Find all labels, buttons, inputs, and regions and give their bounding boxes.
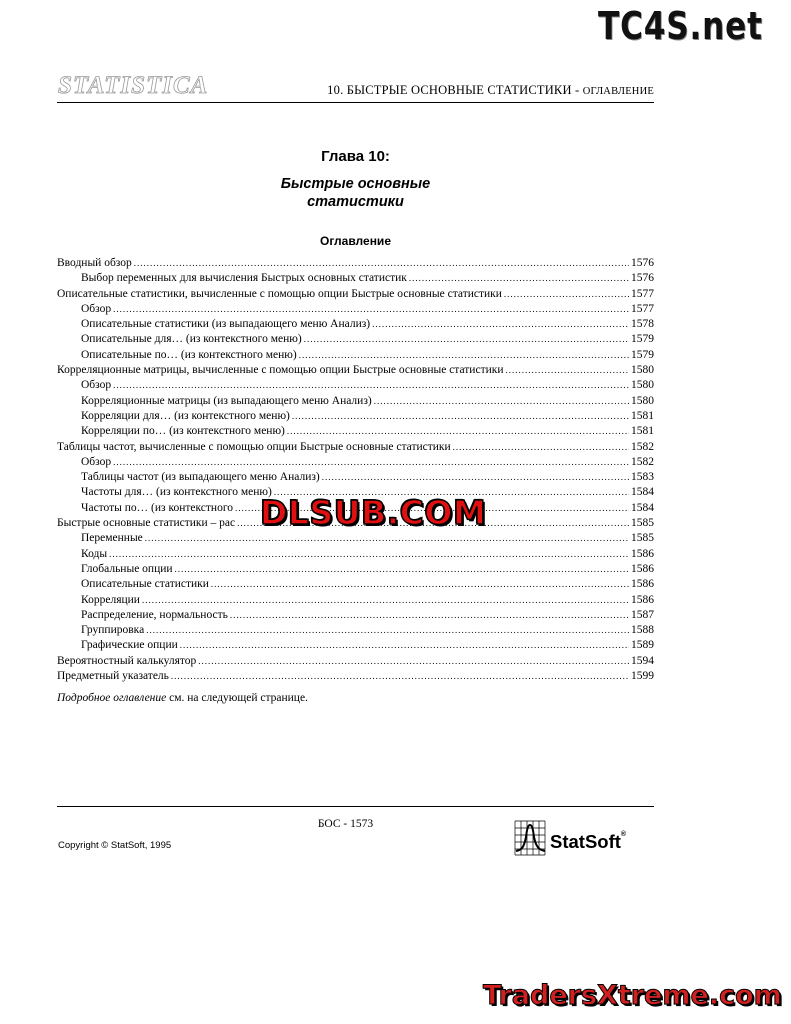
toc-entry-page: 1587	[631, 608, 654, 621]
toc-entry-title: Глобальные опции	[81, 562, 173, 575]
toc-entry-title: Обзор	[81, 379, 112, 392]
toc-leader-dots	[180, 640, 629, 650]
toc-entry	[57, 609, 654, 624]
toc-entry-page: 1585	[631, 517, 654, 530]
toc-entry-title: Корреляции по… (из контекстного меню)	[81, 425, 285, 438]
chapter-title-line1: Быстрые основные	[280, 176, 431, 192]
toc-entry	[57, 624, 654, 639]
toc-leader-dots	[175, 564, 629, 574]
toc-entry	[57, 655, 654, 670]
toc-entry	[57, 318, 654, 333]
toc-entry	[57, 364, 654, 379]
toc-entry	[57, 578, 654, 593]
toc-entry	[57, 456, 654, 471]
toc-leader-dots	[372, 319, 629, 329]
toc-leader-dots	[198, 656, 629, 666]
statsoft-wordmark	[550, 831, 626, 853]
toc-leader-dots	[113, 457, 629, 467]
toc-entry-title: Выбор переменных для вычисления Быстрых основных статистик	[81, 272, 407, 285]
toc-leader-dots	[211, 579, 629, 589]
watermark-tradersxtreme: TradersXtreme.com	[483, 980, 782, 1011]
toc-entry	[57, 471, 654, 486]
toc-leader-dots	[322, 472, 629, 482]
toc-note	[57, 692, 308, 704]
statsoft-name: StatSoft	[550, 831, 621, 852]
toc-entry-title: Корреляционные матрицы (из выпадающего меню Анализ)	[81, 394, 372, 407]
toc-entry-title: Графические опции	[81, 639, 178, 652]
toc-entry	[57, 395, 654, 410]
toc-entry-page: 1586	[631, 547, 654, 560]
header-subtitle: ОГЛАВЛЕНИЕ	[582, 86, 654, 97]
toc-entry	[57, 548, 654, 563]
toc-entry	[57, 639, 654, 654]
header-title	[327, 83, 654, 98]
toc-entry-title: Частоты по… (из контекстного	[81, 501, 234, 514]
toc-entry-page: 1599	[631, 670, 654, 683]
toc-entry-title: Переменные	[81, 532, 143, 545]
toc-entry-page: 1585	[631, 532, 654, 545]
chapter-title	[57, 175, 654, 211]
toc-entry-page: 1580	[631, 394, 654, 407]
toc-entry-page: 1580	[631, 364, 654, 377]
toc-entry-title: Описательные для… (из контекстного меню)	[81, 333, 302, 346]
header-title-main: 10. БЫСТРЫЕ ОСНОВНЫЕ СТАТИСТИКИ -	[327, 83, 583, 97]
toc-entry	[57, 379, 654, 394]
header-rule	[57, 102, 654, 103]
toc-leader-dots	[506, 365, 630, 375]
toc-entry-page: 1582	[631, 455, 654, 468]
toc-leader-dots	[145, 533, 629, 543]
toc-entry-page: 1577	[631, 302, 654, 315]
toc-leader-dots	[109, 549, 629, 559]
toc-heading: Оглавление	[320, 234, 391, 248]
toc-entry-page: 1586	[631, 578, 654, 591]
toc-entry-title: Описательные статистики	[81, 578, 209, 591]
watermark-dlsub: DLSUB.COM	[260, 493, 487, 532]
toc-entry-page: 1577	[631, 287, 654, 300]
footer-rule	[57, 806, 654, 807]
toc-entry	[57, 441, 654, 456]
watermark-tc4s: TC4S.net	[598, 4, 763, 48]
toc-entry-page: 1578	[631, 318, 654, 331]
copyright: Copyright © StatSoft, 1995	[58, 840, 172, 851]
statsoft-registered-mark: ®	[620, 831, 627, 838]
toc-leader-dots	[504, 289, 629, 299]
toc-entry-page: 1584	[631, 486, 654, 499]
toc-entry-title: Группировка	[81, 624, 145, 637]
toc-leader-dots	[299, 350, 629, 360]
toc-leader-dots	[409, 273, 629, 283]
toc-entry	[57, 257, 654, 272]
chapter-number: Глава 10:	[321, 148, 390, 165]
toc-leader-dots	[146, 625, 629, 635]
toc-leader-dots	[304, 334, 629, 344]
toc-entry-page: 1576	[631, 272, 654, 285]
toc-entry-page: 1586	[631, 562, 654, 575]
toc-entry-title: Быстрые основные статистики – рас	[57, 517, 236, 530]
toc-entry	[57, 532, 654, 547]
statsoft-logo	[514, 819, 654, 857]
toc-entry-title: Корреляционные матрицы, вычисленные с помощью опции Быстрые основные статистики	[57, 364, 504, 377]
toc-entry-title: Вероятностный калькулятор	[57, 654, 197, 667]
toc-leader-dots	[230, 610, 629, 620]
toc-entry-title: Предметный указатель	[57, 670, 169, 683]
toc-leader-dots	[287, 426, 629, 436]
toc-entry-title: Описательные по… (из контекстного меню)	[81, 348, 297, 361]
toc-entry-page: 1581	[631, 425, 654, 438]
statsoft-chart-icon	[514, 819, 548, 857]
toc-entry-page: 1589	[631, 639, 654, 652]
toc-entry-title: Описательные статистики, вычисленные с помощью опции Быстрые основные статистики	[57, 287, 502, 300]
toc-entry-page: 1581	[631, 409, 654, 422]
toc-entry-page: 1580	[631, 379, 654, 392]
page-header	[57, 72, 654, 102]
toc-leader-dots	[171, 671, 629, 681]
chapter-title-line2: статистики	[307, 194, 404, 210]
toc-entry	[57, 288, 654, 303]
toc-entry-title: Обзор	[81, 302, 112, 315]
statistica-logo: STATISTICA	[58, 72, 209, 99]
toc-leader-dots	[113, 380, 629, 390]
toc-entry-page: 1579	[631, 333, 654, 346]
toc-entry-title: Коды	[81, 547, 108, 560]
toc-entry-page: 1576	[631, 257, 654, 269]
toc-entry	[57, 425, 654, 440]
toc-entry-page: 1584	[631, 501, 654, 514]
toc-leader-dots	[292, 411, 629, 421]
toc-entry	[57, 349, 654, 364]
toc-note-italic: Подробное оглавление	[57, 692, 167, 704]
toc-leader-dots	[134, 258, 629, 268]
toc-entry-title: Распределение, нормальность	[81, 608, 228, 621]
toc-entry	[57, 333, 654, 348]
toc-entry	[57, 563, 654, 578]
toc-entry-title: Таблицы частот, вычисленные с помощью опции Быстрые основные статистики	[57, 440, 451, 453]
toc-entry-page: 1582	[631, 440, 654, 453]
toc-entry-title: Обзор	[81, 455, 112, 468]
toc-entry-page: 1579	[631, 348, 654, 361]
toc-leader-dots	[374, 396, 629, 406]
toc-entry	[57, 272, 654, 287]
toc-entry	[57, 594, 654, 609]
toc-entry	[57, 670, 654, 685]
toc-leader-dots	[113, 304, 629, 314]
toc-entry-title: Корреляции	[81, 593, 140, 606]
toc-leader-dots	[142, 595, 629, 605]
toc-entry	[57, 303, 654, 318]
toc-entry-title: Таблицы частот (из выпадающего меню Анализ)	[81, 471, 320, 484]
toc-entry-title: Частоты для… (из контекстного меню)	[81, 486, 272, 499]
page-number: БОС - 1573	[317, 818, 374, 830]
table-of-contents	[57, 257, 654, 685]
toc-entry-page: 1594	[631, 654, 654, 667]
toc-note-rest: см. на следующей странице.	[166, 692, 308, 704]
toc-entry-page: 1583	[631, 471, 654, 484]
toc-entry	[57, 410, 654, 425]
toc-entry-title: Корреляции для… (из контекстного меню)	[81, 409, 290, 422]
toc-entry-title: Вводный обзор	[57, 257, 132, 269]
toc-entry-title: Описательные статистики (из выпадающего меню Анализ)	[81, 318, 371, 331]
toc-leader-dots	[453, 442, 629, 452]
toc-entry-page: 1586	[631, 593, 654, 606]
toc-entry-page: 1588	[631, 624, 654, 637]
